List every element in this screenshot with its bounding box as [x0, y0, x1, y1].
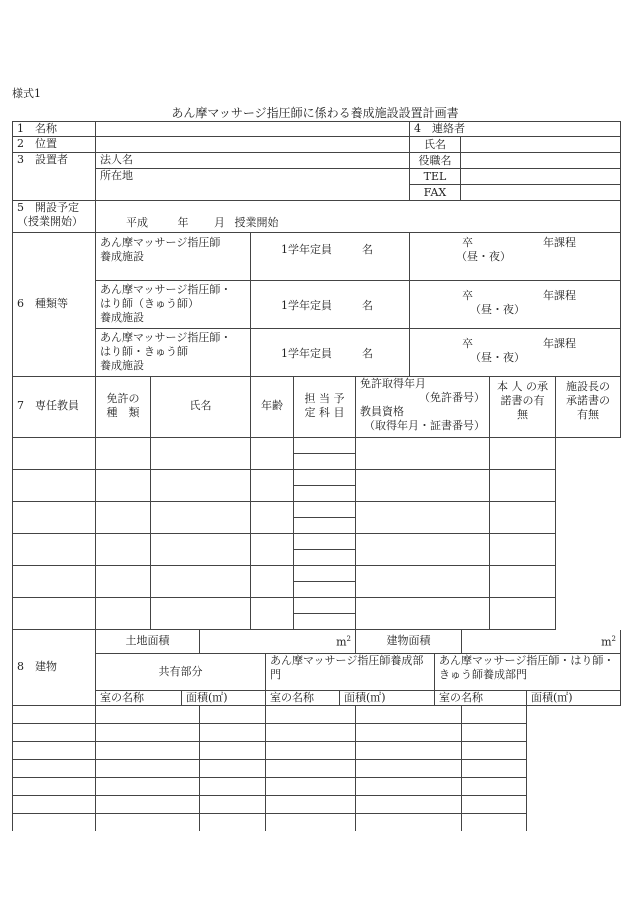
room-area-cell[interactable]	[462, 723, 527, 741]
room-area-cell[interactable]	[96, 795, 200, 813]
room-area-cell[interactable]	[266, 795, 356, 813]
room-area-cell[interactable]	[266, 777, 356, 795]
subject-header	[294, 376, 356, 437]
room-name-cell[interactable]	[13, 777, 96, 795]
header-line: 免許の	[106, 392, 140, 406]
teacher-name-cell[interactable]	[96, 597, 151, 629]
room-row	[13, 723, 621, 741]
director-consent-cell[interactable]	[490, 533, 556, 565]
age-cell[interactable]	[151, 501, 251, 533]
director-consent-cell[interactable]	[490, 469, 556, 501]
teacher-row	[13, 533, 621, 549]
header-line: 施設長の	[566, 380, 610, 393]
type-row-1-name	[96, 232, 251, 280]
fax-field[interactable]	[461, 185, 621, 201]
teacher-row	[13, 565, 621, 581]
teacher-name-cell[interactable]	[96, 501, 151, 533]
room-area-cell[interactable]	[266, 741, 356, 759]
tel-field[interactable]	[461, 169, 621, 185]
type-name-line: 養成施設	[100, 358, 144, 372]
self-consent-header	[490, 376, 556, 437]
start-label: 授業開始	[234, 216, 279, 229]
type-table	[12, 232, 621, 377]
header-line: （取得年月・証書番号）	[364, 419, 485, 432]
room-name-cell[interactable]	[200, 795, 266, 813]
room-area-header: 面積(㎡)	[527, 690, 621, 705]
year-label: 年	[177, 216, 189, 229]
room-area-header: 面積(㎡)	[340, 690, 435, 705]
room-name-header: 室の名称	[96, 690, 182, 705]
self-consent-cell[interactable]	[356, 437, 490, 469]
address-field[interactable]	[96, 169, 410, 201]
room-area-header: 面積(㎡)	[182, 690, 266, 705]
room-area-cell[interactable]	[266, 813, 356, 831]
address-label: 所在地	[100, 169, 133, 182]
license-type-cell[interactable]	[13, 533, 96, 565]
room-name-cell[interactable]	[356, 777, 462, 795]
room-area-cell[interactable]	[96, 705, 200, 723]
self-consent-cell[interactable]	[356, 501, 490, 533]
room-row	[13, 741, 621, 759]
license-info-cell[interactable]	[294, 581, 356, 597]
building-area-label: 建物面積	[356, 630, 462, 653]
capacity-label: 1学年定員	[281, 298, 332, 312]
room-area-cell[interactable]	[462, 741, 527, 759]
license-header	[356, 376, 490, 437]
capacity-field[interactable]	[251, 328, 410, 376]
type-name-line: 養成施設	[100, 310, 144, 324]
location-label: 2 位置	[13, 137, 96, 153]
grad-label: 卒	[462, 336, 473, 350]
teacher-name-cell[interactable]	[96, 533, 151, 565]
header-line: 定 科 目	[304, 406, 345, 420]
room-area-cell[interactable]	[266, 705, 356, 723]
room-name-cell[interactable]	[356, 741, 462, 759]
opening-field[interactable]	[96, 201, 621, 233]
room-name-cell[interactable]	[200, 723, 266, 741]
age-cell[interactable]	[151, 437, 251, 469]
room-row	[13, 705, 621, 723]
header-line: 教員資格	[360, 405, 404, 418]
director-consent-cell[interactable]	[490, 597, 556, 629]
position-label: 役職名	[410, 153, 461, 169]
type-name-line: あん摩マッサージ指圧師	[100, 236, 221, 249]
header-line: 本 人 の承	[497, 380, 548, 393]
contact-name-field[interactable]	[461, 137, 621, 153]
room-area-cell[interactable]	[96, 777, 200, 795]
header-line: 担 当 予	[304, 392, 345, 406]
teachers-label: 7 専任教員	[13, 376, 96, 437]
room-name-cell[interactable]	[13, 741, 96, 759]
subject-cell[interactable]	[251, 565, 294, 597]
room-name-header: 室の名称	[435, 690, 527, 705]
capacity-label: 1学年定員	[281, 243, 332, 256]
capacity-unit: 名	[362, 346, 373, 360]
type-row-3-name	[96, 328, 251, 376]
room-row	[13, 813, 621, 831]
building-area-field[interactable]	[462, 630, 621, 653]
capacity-field[interactable]	[251, 280, 410, 328]
type-name-line: はり師・きゅう師	[100, 344, 188, 358]
license-info-cell[interactable]	[294, 517, 356, 533]
unit-sup: 2	[346, 635, 351, 644]
room-name-cell[interactable]	[356, 813, 462, 831]
director-consent-cell[interactable]	[490, 565, 556, 597]
teacher-row	[13, 469, 621, 485]
room-name-cell[interactable]	[356, 759, 462, 777]
name-label: 1 名称	[13, 122, 96, 137]
director-consent-cell[interactable]	[490, 437, 556, 469]
location-field[interactable]	[96, 137, 410, 153]
basic-info-table	[12, 121, 621, 233]
grad-label: 卒	[462, 288, 473, 302]
shift-label: （昼・夜）	[470, 302, 525, 316]
opening-label	[13, 201, 96, 233]
room-name-cell[interactable]	[200, 705, 266, 723]
license-info-cell[interactable]	[294, 565, 356, 581]
unit-label: m	[336, 636, 347, 650]
room-area-cell[interactable]	[462, 705, 527, 723]
amma-hari-kyu-section-header: あん摩マッサージ指圧師・はり師・きゅう師養成部門	[435, 653, 621, 690]
era-label: 平成	[126, 216, 148, 229]
course-field[interactable]	[410, 232, 621, 280]
room-name-cell[interactable]	[200, 777, 266, 795]
license-info-cell[interactable]	[294, 533, 356, 549]
form-number: 様式1	[12, 87, 41, 100]
header-line: 有無	[577, 408, 599, 421]
self-consent-cell[interactable]	[356, 597, 490, 629]
room-row	[13, 795, 621, 813]
age-header: 年齢	[251, 376, 294, 437]
contact-name-label: 氏名	[410, 137, 461, 153]
unit-sup: 2	[611, 635, 616, 644]
land-area-field[interactable]	[200, 630, 356, 653]
room-area-cell[interactable]	[96, 723, 200, 741]
room-area-cell[interactable]	[96, 813, 200, 831]
type-name-line: 養成施設	[100, 250, 144, 263]
license-info-cell[interactable]	[294, 613, 356, 629]
room-area-cell[interactable]	[462, 813, 527, 831]
license-type-cell[interactable]	[13, 469, 96, 501]
self-consent-cell[interactable]	[356, 469, 490, 501]
corp-name-field[interactable]	[96, 153, 410, 169]
name-field[interactable]	[96, 122, 410, 137]
capacity-label: 1学年定員	[281, 346, 332, 360]
director-consent-header	[556, 376, 621, 437]
tel-label: TEL	[410, 169, 461, 185]
age-cell[interactable]	[151, 533, 251, 565]
subject-cell[interactable]	[251, 597, 294, 629]
course-field[interactable]	[410, 328, 621, 376]
capacity-unit: 名	[362, 243, 373, 256]
header-line: 種 類	[106, 406, 140, 420]
type-name-line: あん摩マッサージ指圧師・	[100, 330, 232, 344]
license-type-header	[96, 376, 151, 437]
shift-label: （昼・夜）	[470, 350, 525, 364]
license-info-cell[interactable]	[294, 597, 356, 613]
room-area-cell[interactable]	[462, 759, 527, 777]
subject-cell[interactable]	[251, 501, 294, 533]
shared-section-header: 共有部分	[96, 653, 266, 690]
unit-label: m	[601, 636, 612, 650]
license-info-cell[interactable]	[294, 501, 356, 517]
teacher-name-cell[interactable]	[96, 469, 151, 501]
room-name-cell[interactable]	[356, 795, 462, 813]
type-row-2-name	[96, 280, 251, 328]
room-name-cell[interactable]	[200, 813, 266, 831]
room-name-cell[interactable]	[356, 705, 462, 723]
room-name-cell[interactable]	[13, 723, 96, 741]
license-type-cell[interactable]	[13, 437, 96, 469]
building-label: 8 建物	[13, 630, 96, 705]
land-area-label: 土地面積	[96, 630, 200, 653]
amma-section-header: あん摩マッサージ指圧師養成部門	[266, 653, 435, 690]
room-area-cell[interactable]	[266, 723, 356, 741]
room-area-cell[interactable]	[96, 759, 200, 777]
course-label: 年課程	[543, 236, 576, 249]
room-area-cell[interactable]	[462, 795, 527, 813]
teacher-name-cell[interactable]	[96, 437, 151, 469]
month-label: 月	[214, 216, 225, 229]
room-name-cell[interactable]	[13, 813, 96, 831]
license-info-cell[interactable]	[294, 453, 356, 469]
course-field[interactable]	[410, 280, 621, 328]
teacher-row	[13, 437, 621, 453]
age-cell[interactable]	[151, 597, 251, 629]
capacity-field[interactable]	[251, 232, 410, 280]
age-cell[interactable]	[151, 565, 251, 597]
room-area-cell[interactable]	[266, 759, 356, 777]
teacher-row	[13, 597, 621, 613]
header-line: 無	[517, 408, 528, 421]
type-name-line: はり師（きゅう師）	[100, 296, 199, 310]
header-line: 承諾書の	[566, 394, 610, 407]
self-consent-cell[interactable]	[356, 565, 490, 597]
form-title: あん摩マッサージ指圧師に係わる養成施設設置計画書	[171, 106, 459, 120]
director-consent-cell[interactable]	[490, 501, 556, 533]
room-name-cell[interactable]	[356, 723, 462, 741]
course-label: 年課程	[543, 288, 576, 302]
room-name-cell[interactable]	[200, 759, 266, 777]
type-label: 6 種類等	[13, 232, 96, 376]
shift-label: （昼・夜）	[456, 250, 511, 263]
subject-cell[interactable]	[251, 437, 294, 469]
license-type-cell[interactable]	[13, 597, 96, 629]
room-row	[13, 777, 621, 795]
teacher-row	[13, 501, 621, 517]
room-name-cell[interactable]	[13, 795, 96, 813]
room-name-cell[interactable]	[13, 705, 96, 723]
founder-label: 3 設置者	[13, 153, 96, 201]
building-table	[12, 630, 621, 831]
license-type-cell[interactable]	[13, 501, 96, 533]
header-line: （免許番号）	[419, 391, 485, 404]
fax-label: FAX	[410, 185, 461, 201]
grad-label: 卒	[462, 236, 473, 249]
subject-cell[interactable]	[251, 533, 294, 565]
contact-label: 4 連絡者	[410, 122, 621, 137]
capacity-unit: 名	[362, 298, 373, 312]
age-cell[interactable]	[151, 469, 251, 501]
header-line: 諾書の有	[500, 394, 545, 407]
self-consent-cell[interactable]	[356, 533, 490, 565]
teacher-name-cell[interactable]	[96, 565, 151, 597]
teacher-name-header: 氏名	[151, 376, 251, 437]
header-line: 免許取得年月	[360, 377, 426, 390]
room-area-cell[interactable]	[462, 777, 527, 795]
teachers-table	[12, 376, 621, 630]
license-info-cell[interactable]	[294, 485, 356, 501]
opening-label-line2: （授業開始）	[17, 215, 83, 228]
room-area-cell[interactable]	[96, 741, 200, 759]
room-row	[13, 759, 621, 777]
subject-cell[interactable]	[251, 469, 294, 501]
course-label: 年課程	[543, 336, 576, 350]
type-name-line: あん摩マッサージ指圧師・	[100, 282, 232, 296]
license-info-cell[interactable]	[294, 437, 356, 453]
room-name-header: 室の名称	[266, 690, 340, 705]
license-type-cell[interactable]	[13, 565, 96, 597]
license-info-cell[interactable]	[294, 549, 356, 565]
room-name-cell[interactable]	[200, 741, 266, 759]
opening-label-line1: 5 開設予定	[17, 201, 79, 214]
corp-name-label: 法人名	[100, 153, 133, 166]
license-info-cell[interactable]	[294, 469, 356, 485]
position-field[interactable]	[461, 153, 621, 169]
room-name-cell[interactable]	[13, 759, 96, 777]
